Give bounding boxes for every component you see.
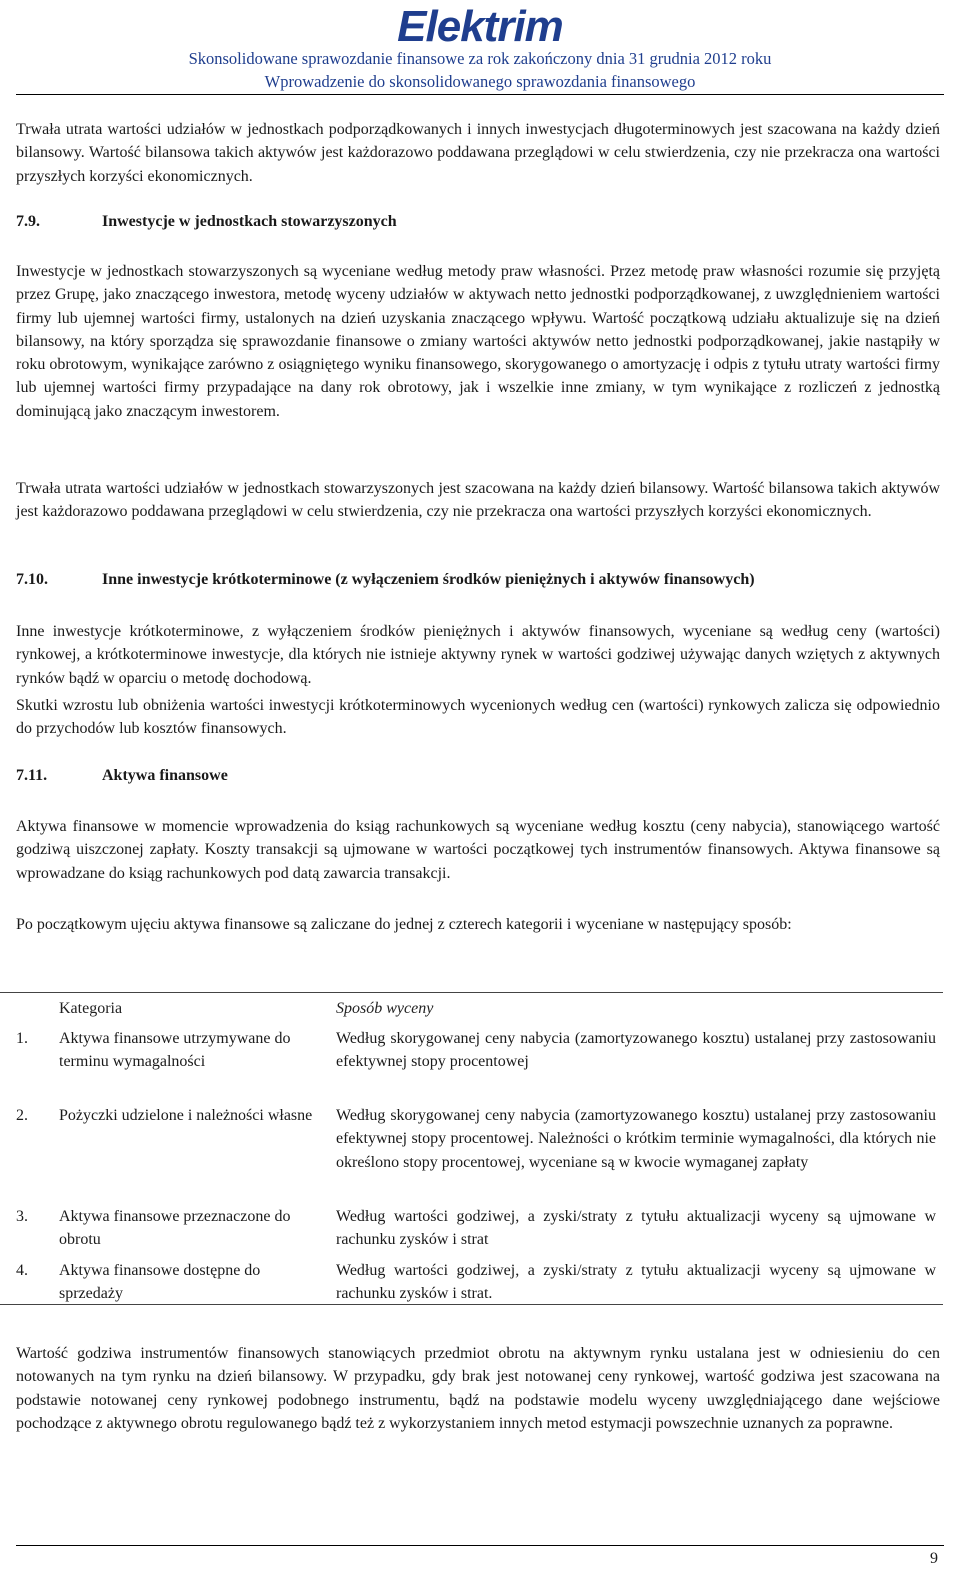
paragraph: Inne inwestycje krótkoterminowe, z wyłączeniem środków pieniężnych i aktywów finansowych, wyceniane są według ceny (wartości) rynkowej, a krótkoterminowe inwestycje, dla których nie istnieje aktywny rynek w wartości godziwej używając danych wziętych z aktywnych rynków bądź w oparciu o metodę dochodową.	[16, 623, 940, 687]
section-heading-7-11	[16, 767, 946, 785]
section-title: Aktywa finansowe	[102, 767, 228, 784]
intro-paragraph: Trwała utrata wartości udziałów w jednostkach podporządkowanych i innych inwestycjach długoterminowych jest szacowana na każdy dzień bilansowy. Wartość bilansowa takich aktywów jest każdorazowo poddawana przeglądowi w celu stwierdzenia, czy nie przekracza ona wartości przyszłych korzyści ekonomicznych.	[16, 121, 940, 185]
header-divider	[16, 94, 944, 95]
row-number: 4.	[16, 1262, 28, 1279]
page-number: 9	[930, 1550, 938, 1567]
column-header-category: Kategoria	[59, 1000, 123, 1017]
section-title: Inne inwestycje krótkoterminowe (z wyłączeniem środków pieniężnych i aktywów finansowych)	[102, 571, 755, 588]
row-method: Według skorygowanej ceny nabycia (zamortyzowanego kosztu) ustalanej przy zastosowaniu efektywnej stopy procentowej	[336, 1030, 936, 1071]
section-heading-7-9	[16, 213, 946, 231]
row-method: Według wartości godziwej, a zyski/straty z tytułu aktualizacji wyceny są ujmowane w rachunku zysków i strat	[336, 1208, 936, 1249]
paragraph: Trwała utrata wartości udziałów w jednostkach stowarzyszonych jest szacowana na każdy dzień bilansowy. Wartość bilansowa takich aktywów jest każdorazowo poddawana przeglądowi w celu stwierdzenia, czy nie przekracza ona wartości przyszłych korzyści ekonomicznych.	[16, 480, 940, 521]
paragraph: Po początkowym ujęciu aktywa finansowe są zaliczane do jednej z czterech kategorii i wyceniane w następujący sposób:	[16, 916, 792, 933]
row-method: Według wartości godziwej, a zyski/straty z tytułu aktualizacji wyceny są ujmowane w rachunku zysków i strat.	[336, 1262, 936, 1303]
section-number: 7.10.	[16, 571, 48, 588]
logo-text: Elektrim	[397, 2, 563, 51]
report-title: Skonsolidowane sprawozdanie finansowe za rok zakończony dnia 31 grudnia 2012 roku	[188, 49, 772, 68]
section-number: 7.9.	[16, 213, 40, 230]
section-heading-7-10	[16, 571, 946, 589]
report-subtitle: Wprowadzenie do skonsolidowanego sprawozdania finansowego	[264, 72, 696, 91]
paragraph: Skutki wzrostu lub obniżenia wartości inwestycji krótkoterminowych wycenionych według cen (wartości) rynkowych zalicza się odpowiednio do przychodów lub kosztów finansowych.	[16, 697, 940, 738]
paragraph: Aktywa finansowe w momencie wprowadzenia do ksiąg rachunkowych są wyceniane według kosztu (ceny nabycia), stanowiącego wartość godziwą uiszczonej zapłaty. Koszty transakcji są ujmowane w wartości początkowej tych instrumentów finansowych. Aktywa finansowe są wprowadzane do ksiąg rachunkowych pod datą zawarcia transakcji.	[16, 818, 940, 882]
row-category: Aktywa finansowe dostępne do sprzedaży	[59, 1262, 261, 1303]
row-category: Pożyczki udzielone i należności własne	[59, 1107, 313, 1124]
section-number: 7.11.	[16, 767, 48, 784]
table-bottom-rule	[0, 1304, 943, 1305]
row-number: 1.	[16, 1030, 28, 1047]
footer-divider	[16, 1545, 944, 1546]
row-category: Aktywa finansowe przeznaczone do obrotu	[59, 1208, 291, 1249]
column-header-method: Sposób wyceny	[336, 1000, 434, 1017]
row-category: Aktywa finansowe utrzymywane do terminu wymagalności	[59, 1030, 291, 1071]
closing-paragraph: Wartość godziwa instrumentów finansowych stanowiących przedmiot obrotu na aktywnym rynku ustalana jest w odniesieniu do cen notowanych na tym rynku na dzień bilansowy. W przypadku, gdy brak jest notowanej ceny rynkowej, wartość godziwa jest szacowana na podstawie notowanej ceny rynkowej podobnego instrumentu, bądź na podstawie modelu wyceny uwzględniającego dane wejściowe pochodzące z aktywnego obrotu regulowanego bądź też z wykorzystaniem innych metod estymacji powszechnie uznanych za poprawne.	[16, 1345, 940, 1432]
table-top-rule	[0, 992, 943, 993]
row-number: 2.	[16, 1107, 28, 1124]
section-title: Inwestycje w jednostkach stowarzyszonych	[102, 213, 397, 230]
paragraph: Inwestycje w jednostkach stowarzyszonych są wyceniane według metody praw własności. Przez metodę praw własności rozumie się przyjętą przez Grupę, jako znaczącego inwestora, metodę wyceny udziałów w aktywach netto jednostki podporządkowanej, z uwzględnieniem wartości firmy lub ujemnej wartości firmy, ustalonych na dzień uzyskania znaczącego wpływu. Wartość początkową udziału aktualizuje się na dzień bilansowy, na który sporządza się sprawozdanie finansowe o zmiany wartości aktywów netto jednostki podporządkowanej, jakie nastąpiły w roku obrotowym, wynikające zarówno z osiągniętego wyniku finansowego, skorygowanego o amortyzację i odpis z tytułu utraty wartości firmy lub ujemnej wartości firmy przypadające na dany rok obrotowy, jak i wszelkie inne zmiany, w tym wynikające z rozliczeń z jednostką dominującą jako znaczącym inwestorem.	[16, 263, 940, 420]
row-method: Według skorygowanej ceny nabycia (zamortyzowanego kosztu) ustalanej przy zastosowaniu efektywnej stopy procentowej. Należności o krótkim terminie wymagalności, dla których nie określono stopy procentowej, wyceniane są w kwocie wymaganej zapłaty	[336, 1107, 936, 1171]
row-number: 3.	[16, 1208, 28, 1225]
company-logo	[0, 2, 960, 52]
